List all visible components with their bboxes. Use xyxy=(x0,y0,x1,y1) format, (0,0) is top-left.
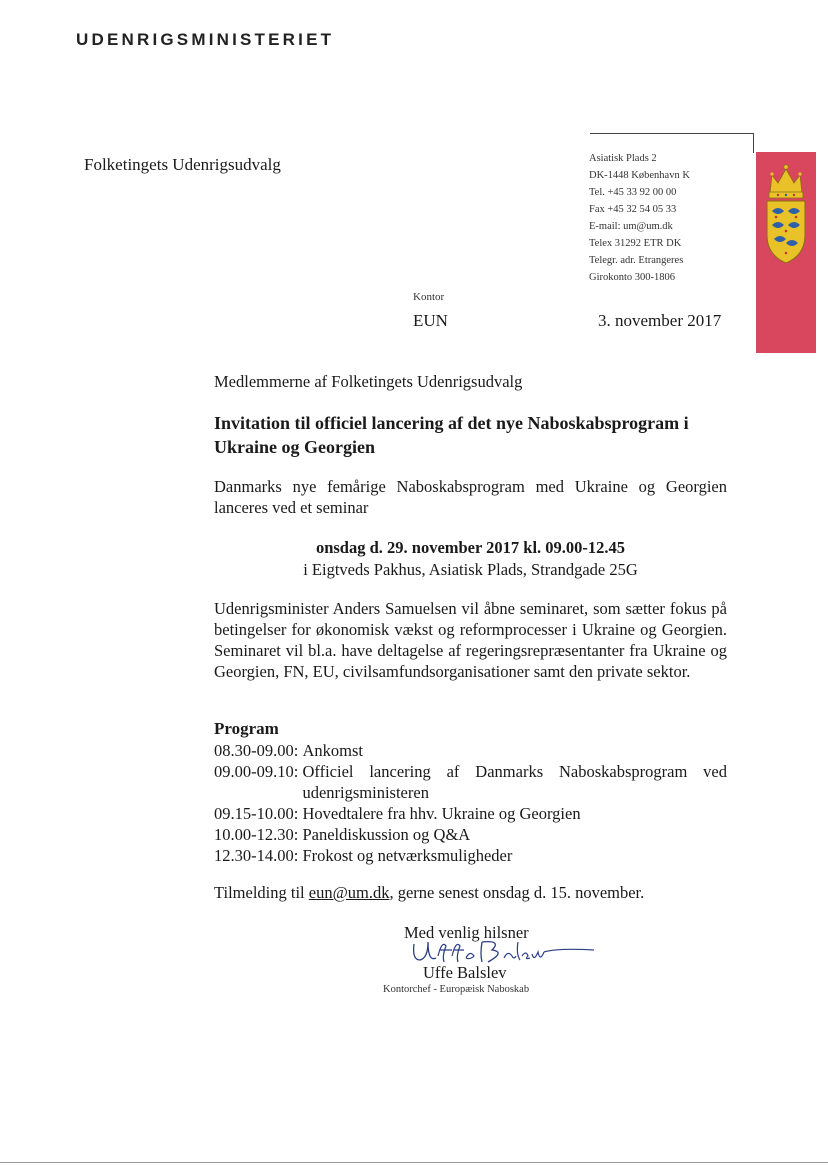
letter-salutation: Medlemmerne af Folketingets Udenrigsudvalg xyxy=(214,372,523,391)
program-activity: Paneldiskussion og Q&A xyxy=(302,825,471,844)
signup-suffix: , gerne senest onsdag d. 15. november. xyxy=(389,883,645,902)
event-location: i Eigtveds Pakhus, Asiatisk Plads, Strandgade 25G xyxy=(303,560,638,579)
giro-line: Girokonto 300-1806 xyxy=(589,272,676,283)
address-line: Asiatisk Plads 2 xyxy=(589,153,657,164)
program-title: Program xyxy=(214,719,279,738)
program-list xyxy=(214,740,727,866)
crown-icon xyxy=(769,165,803,198)
program-activity: Frokost og netværksmuligheder xyxy=(302,846,513,865)
fax-line: Fax +45 32 54 05 33 xyxy=(589,204,677,215)
program-activity: Ankomst xyxy=(302,741,363,760)
program-time: 09.00-09.10: xyxy=(214,762,299,781)
signup-email-link[interactable]: eun@um.dk xyxy=(308,883,390,902)
list-item xyxy=(214,845,727,866)
signer-title: Kontorchef - Europæisk Naboskab xyxy=(383,984,530,995)
event-date-time: onsdag d. 29. november 2017 kl. 09.00-12.45 xyxy=(315,538,626,557)
office-code: EUN xyxy=(413,311,448,330)
page-bottom-edge xyxy=(0,1162,828,1163)
ministry-letterhead: UDENRIGSMINISTERIET xyxy=(76,30,335,49)
program-time: 08.30-09.00: xyxy=(214,741,299,760)
letter-heading: Invitation til officiel lancering af det nye Naboskabsprogram i Ukraine og Georgien xyxy=(214,413,689,457)
signer-name: Uffe Balslev xyxy=(423,963,507,982)
list-item xyxy=(214,803,727,824)
program-activity: Officiel lancering af Danmarks Naboskabsprogram ved udenrigsministeren xyxy=(302,762,727,802)
letter-date: 3. november 2017 xyxy=(598,311,722,330)
program-time: 09.15-10.00: xyxy=(214,804,299,823)
program-time: 10.00-12.30: xyxy=(214,825,299,844)
address-top-rule xyxy=(590,133,754,134)
recipient-name: Folketingets Udenrigsudvalg xyxy=(84,155,281,174)
description-paragraph: Udenrigsminister Anders Samuelsen vil åbne seminaret, som sætter fokus på betingelser for økonomisk vækst og reformprocesser i Ukraine og Georgien. Seminaret vil bl.a. have deltagelse af regeringsrepræsentanter fra Ukraine og Georgien, FN, EU, civilsamfundsorganisationer samt den private sektor. xyxy=(214,599,727,681)
email-line: E-mail: um@um.dk xyxy=(589,221,673,232)
closing-phrase: Med venlig hilsner xyxy=(404,923,529,942)
list-item xyxy=(214,740,727,761)
office-label: Kontor xyxy=(413,291,445,303)
signup-line xyxy=(214,883,727,903)
address-line: DK-1448 København K xyxy=(589,170,690,181)
telegram-line: Telegr. adr. Etrangeres xyxy=(589,255,684,266)
signup-prefix: Tilmelding til xyxy=(214,883,309,902)
list-item xyxy=(214,761,727,803)
intro-paragraph: Danmarks nye femårige Naboskabsprogram med Ukraine og Georgien lanceres ved et seminar xyxy=(214,477,727,517)
shield-icon xyxy=(767,201,805,263)
program-activity: Hovedtalere fra hhv. Ukraine og Georgien xyxy=(302,804,581,823)
ministry-address-block xyxy=(589,150,690,286)
telex-line: Telex 31292 ETR DK xyxy=(589,238,682,249)
address-corner-rule xyxy=(753,133,754,153)
phone-line: Tel. +45 33 92 00 00 xyxy=(589,187,677,198)
event-details xyxy=(214,537,727,581)
coat-of-arms-icon xyxy=(764,163,808,271)
program-time: 12.30-14.00: xyxy=(214,846,299,865)
list-item xyxy=(214,824,727,845)
